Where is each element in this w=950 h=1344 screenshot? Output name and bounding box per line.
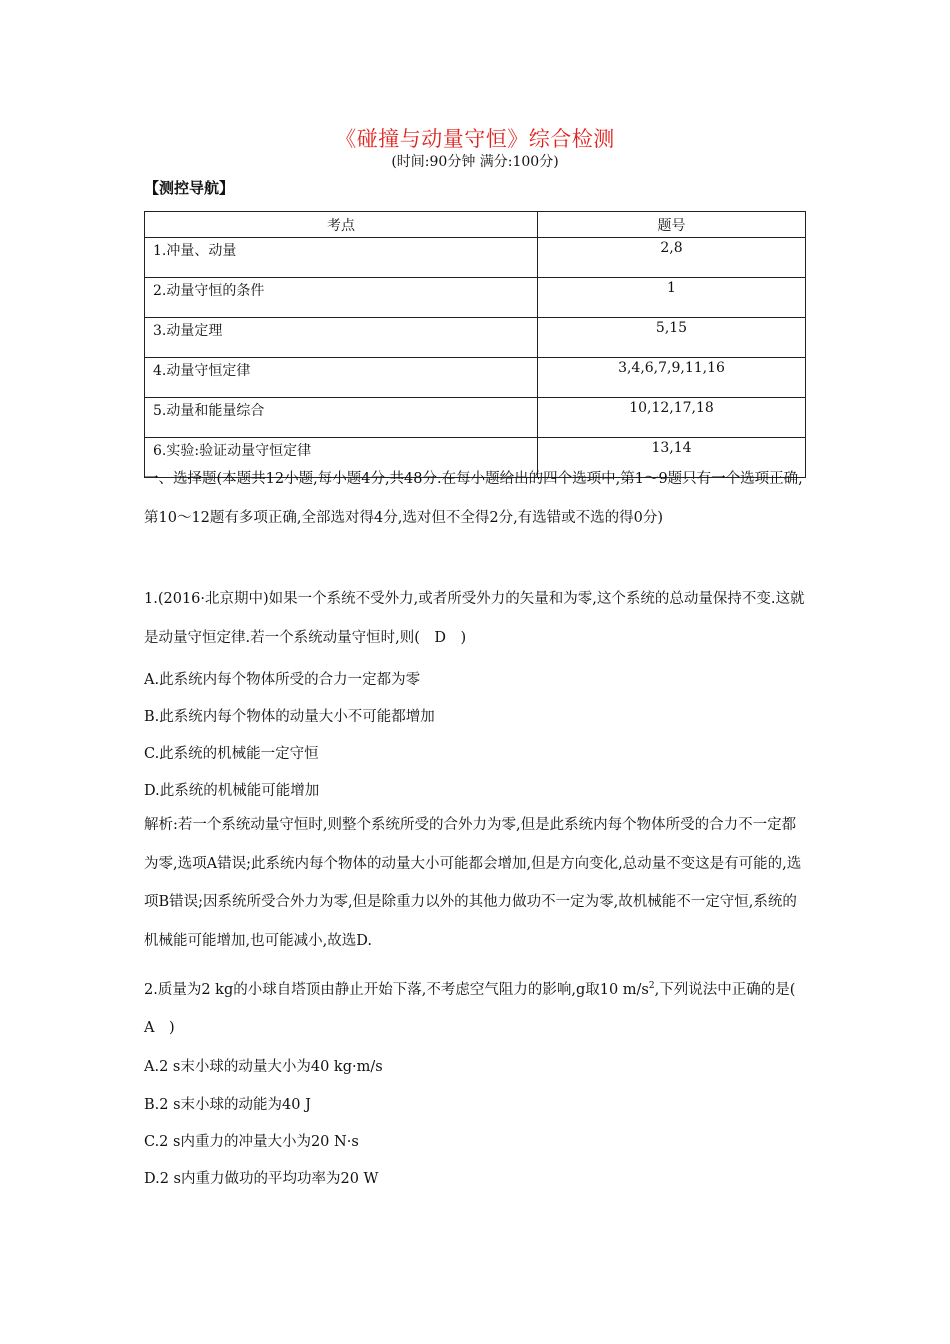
numbers-cell: 5,15	[538, 318, 806, 358]
table-header-row	[145, 212, 806, 238]
topic-table	[144, 211, 806, 478]
topic-cell: 5.动量和能量综合	[145, 398, 538, 438]
q2-exponent: 2	[648, 981, 655, 991]
table-row	[145, 238, 806, 278]
numbers-cell: 3,4,6,7,9,11,16	[538, 358, 806, 398]
q2-option-d: D.2 s内重力做功的平均功率为20 W	[144, 1171, 379, 1187]
header-question-numbers: 题号	[538, 212, 806, 238]
q1-option-c: C.此系统的机械能一定守恒	[144, 746, 319, 762]
q1-analysis: 解析:若一个系统动量守恒时,则整个系统所受的合外力为零,但是此系统内每个物体所受的合力不一定都为零,选项A错误;此系统内每个物体的动量大小可能都会增加,但是方向变化,总动量不变这是有可能的,选项B错误;因系统所受合外力为零,但是除重力以外的其他力做功不一定为零,故机械能不一定守恒,系统的机械能可能增加,也可能减小,故选D.	[144, 817, 802, 949]
section-label-nav: 【测控导航】	[144, 179, 235, 197]
q2-option-c: C.2 s内重力的冲量大小为20 N·s	[144, 1134, 359, 1150]
q2-stem-end: ,下列说法中正确的是( A )	[144, 981, 810, 1037]
numbers-cell: 1	[538, 278, 806, 318]
topic-cell: 3.动量定理	[145, 318, 538, 358]
table-row	[145, 278, 806, 318]
table-row	[145, 318, 806, 358]
q2-option-b: B.2 s末小球的动能为40 J	[144, 1097, 311, 1113]
q2-stem-start: 2.质量为2 kg的小球自塔顶由静止开始下落,不考虑空气阻力的影响,g取10 m/s	[144, 981, 649, 998]
topic-cell: 4.动量守恒定律	[145, 358, 538, 398]
q1-option-a: A.此系统内每个物体所受的合力一定都为零	[144, 672, 421, 688]
table-row	[145, 398, 806, 438]
question-2-stem	[144, 967, 809, 1048]
header-topic: 考点	[145, 212, 538, 238]
topic-cell: 6.实验:验证动量守恒定律	[145, 438, 538, 478]
exam-info: (时间:90分钟 满分:100分)	[391, 154, 559, 170]
document-title: 《碰撞与动量守恒》综合检测	[335, 127, 615, 151]
topic-cell: 2.动量守恒的条件	[145, 278, 538, 318]
q1-option-b: B.此系统内每个物体的动量大小不可能都增加	[144, 709, 435, 725]
q2-option-a: A.2 s末小球的动量大小为40 kg·m/s	[144, 1059, 383, 1075]
table-row	[145, 358, 806, 398]
section-instructions: 一、选择题(本题共12小题,每小题4分,共48分.在每小题给出的四个选项中,第1～9题只有一个选项正确,第10～12题有多项正确,全部选对得4分,选对但不全得2分,有选错或不选的得0分)	[144, 471, 803, 526]
topic-cell: 1.冲量、动量	[145, 238, 538, 278]
numbers-cell: 13,14	[538, 438, 806, 478]
q1-option-d: D.此系统的机械能可能增加	[144, 783, 320, 799]
numbers-cell: 10,12,17,18	[538, 398, 806, 438]
numbers-cell: 2,8	[538, 238, 806, 278]
question-1-stem: 1.(2016·北京期中)如果一个系统不受外力,或者所受外力的矢量和为零,这个系统的总动量保持不变.这就是动量守恒定律.若一个系统动量守恒时,则( D )	[144, 591, 805, 646]
